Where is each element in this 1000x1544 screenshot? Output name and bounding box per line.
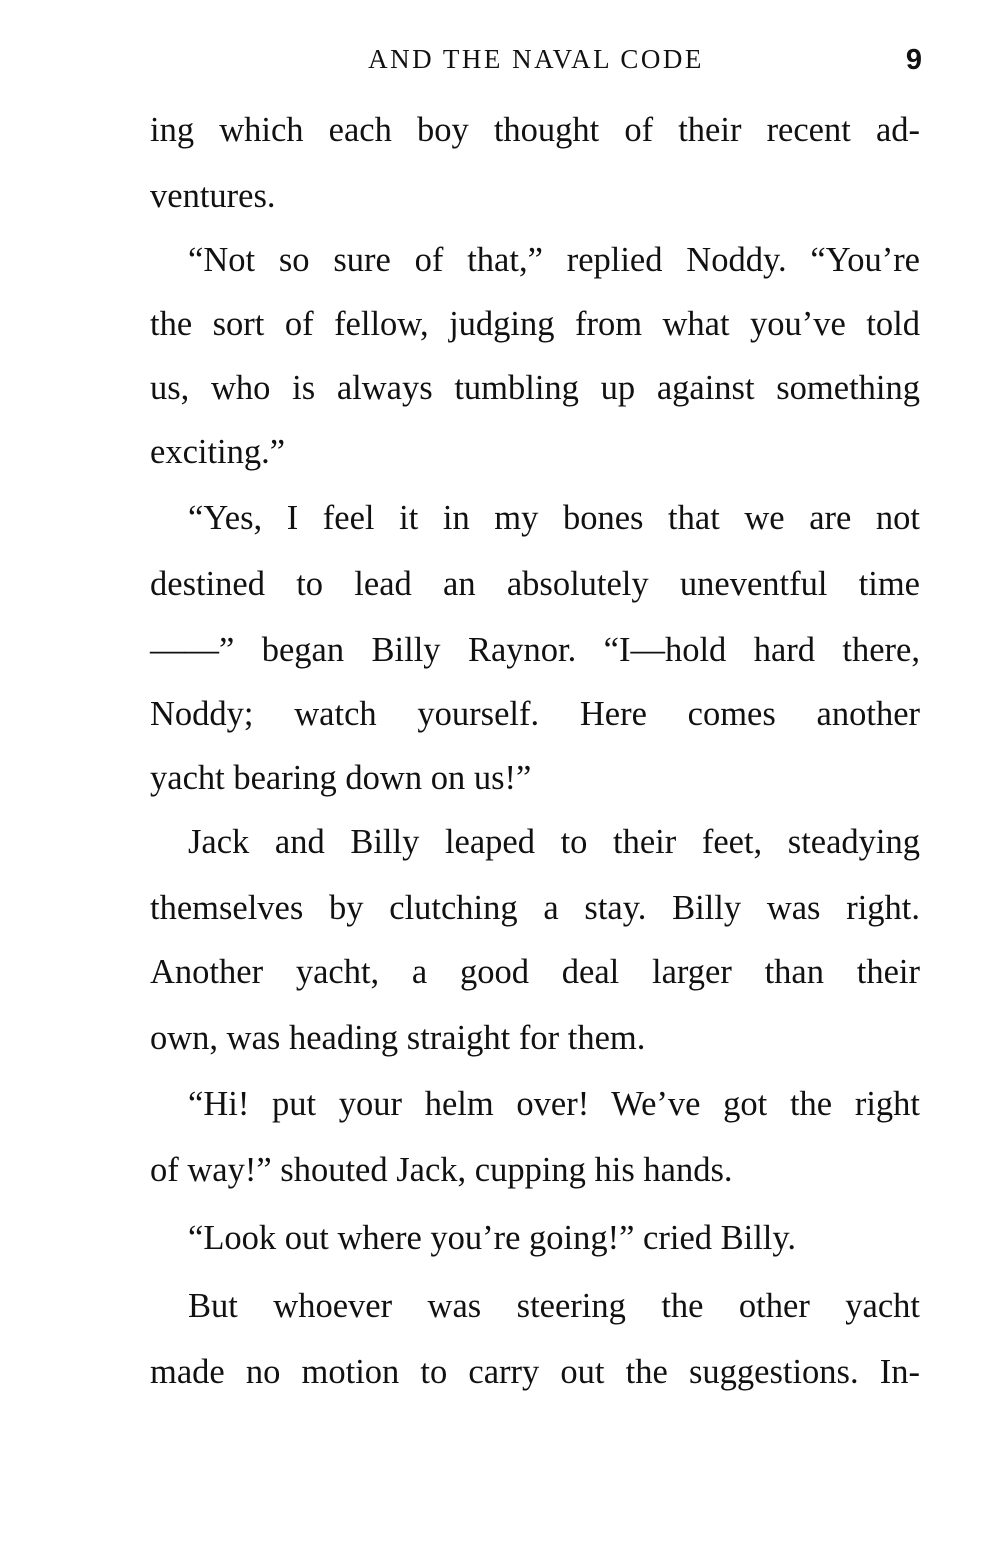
text-line: exciting.”: [150, 433, 286, 471]
text-line: made no motion to carry out the suggestions. In-: [150, 1353, 920, 1391]
text-line: destined to lead an absolutely uneventful time: [150, 565, 920, 603]
text-line: But whoever was steering the other yacht: [188, 1287, 920, 1325]
text-line: themselves by clutching a stay. Billy was right.: [150, 889, 920, 927]
running-header: [150, 44, 922, 84]
text-line: Jack and Billy leaped to their feet, steadying: [188, 823, 920, 861]
text-line: ——” began Billy Raynor. “I—hold hard there,: [150, 631, 920, 669]
text-line: ventures.: [150, 177, 276, 215]
text-line: of way!” shouted Jack, cupping his hands.: [150, 1151, 733, 1189]
text-line: “Yes, I feel it in my bones that we are not: [188, 499, 920, 537]
text-line: Another yacht, a good deal larger than their: [150, 953, 920, 991]
text-line: Noddy; watch yourself. Here comes another: [150, 695, 920, 733]
text-line: ing which each boy thought of their recent ad-: [150, 111, 920, 149]
text-line: “Not so sure of that,” replied Noddy. “You’re: [188, 241, 920, 279]
text-line: own, was heading straight for them.: [150, 1019, 646, 1057]
text-line: the sort of fellow, judging from what you’ve told: [150, 305, 920, 343]
running-title: AND THE NAVAL CODE: [368, 44, 704, 74]
page-number: 9: [905, 44, 922, 76]
text-line: us, who is always tumbling up against something: [150, 369, 920, 407]
text-line: “Look out where you’re going!” cried Billy.: [188, 1219, 797, 1257]
text-line: “Hi! put your helm over! We’ve got the right: [188, 1085, 920, 1123]
text-line: yacht bearing down on us!”: [150, 759, 532, 797]
